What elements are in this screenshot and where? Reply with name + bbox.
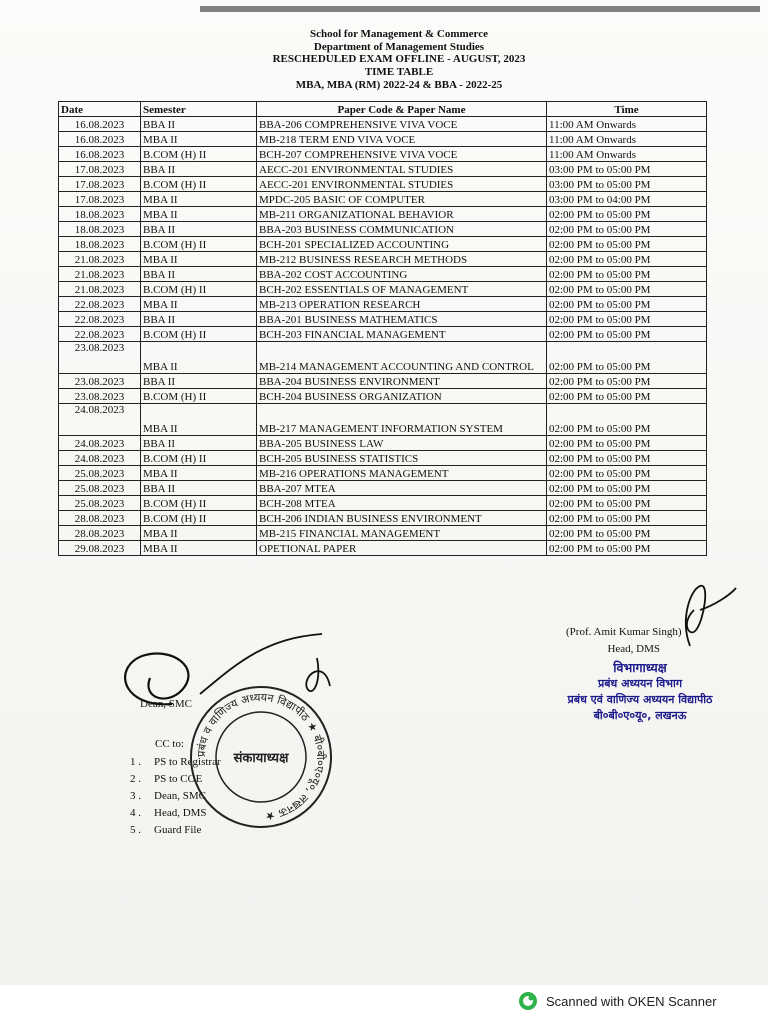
cell-date: 25.08.2023 bbox=[59, 481, 141, 496]
cell-date: 29.08.2023 bbox=[59, 541, 141, 556]
header-exam-title: RESCHEDULED EXAM OFFLINE - AUGUST, 2023 bbox=[272, 53, 526, 65]
cell-paper: BBA-207 MTEA bbox=[257, 481, 547, 496]
cell-semester: B.COM (H) II bbox=[141, 389, 257, 404]
cell-semester: MBA II bbox=[141, 541, 257, 556]
cell-time: 02:00 PM to 05:00 PM bbox=[547, 436, 707, 451]
table-row bbox=[59, 404, 707, 436]
cell-paper: BCH-207 COMPREHENSIVE VIVA VOCE bbox=[257, 147, 547, 162]
cell-date: 16.08.2023 bbox=[59, 147, 141, 162]
document-header bbox=[0, 28, 768, 92]
cell-time: 02:00 PM to 05:00 PM bbox=[547, 389, 707, 404]
table-row bbox=[59, 312, 707, 327]
seal-center-text: संकायाध्यक्ष bbox=[233, 751, 289, 766]
table-row bbox=[59, 297, 707, 312]
cell-semester: B.COM (H) II bbox=[141, 177, 257, 192]
table-row bbox=[59, 192, 707, 207]
cell-paper: MB-218 TERM END VIVA VOCE bbox=[257, 132, 547, 147]
col-header-semester: Semester bbox=[141, 102, 257, 117]
table-row bbox=[59, 436, 707, 451]
cell-date: 23.08.2023 bbox=[59, 342, 141, 374]
cell-semester: B.COM (H) II bbox=[141, 237, 257, 252]
table-row bbox=[59, 451, 707, 466]
col-header-time: Time bbox=[547, 102, 707, 117]
cell-date: 25.08.2023 bbox=[59, 496, 141, 511]
cell-date: 17.08.2023 bbox=[59, 177, 141, 192]
head-signatory bbox=[566, 624, 682, 658]
cell-paper: MB-211 ORGANIZATIONAL BEHAVIOR bbox=[257, 207, 547, 222]
header-department: Department of Management Studies bbox=[313, 40, 485, 53]
cell-time: 02:00 PM to 05:00 PM bbox=[547, 451, 707, 466]
cell-paper: MB-217 MANAGEMENT INFORMATION SYSTEM bbox=[257, 404, 547, 436]
cell-paper: BCH-203 FINANCIAL MANAGEMENT bbox=[257, 327, 547, 342]
cell-date: 24.08.2023 bbox=[59, 436, 141, 451]
cell-date: 17.08.2023 bbox=[59, 162, 141, 177]
scanner-text: Scanned with OKEN Scanner bbox=[546, 993, 717, 1009]
cell-time: 03:00 PM to 05:00 PM bbox=[547, 177, 707, 192]
table-row bbox=[59, 496, 707, 511]
cell-date: 16.08.2023 bbox=[59, 132, 141, 147]
cell-time: 03:00 PM to 05:00 PM bbox=[547, 162, 707, 177]
cell-semester: MBA II bbox=[141, 207, 257, 222]
cell-date: 28.08.2023 bbox=[59, 526, 141, 541]
head-stamp bbox=[550, 660, 730, 724]
cell-semester: BBA II bbox=[141, 267, 257, 282]
cell-date: 24.08.2023 bbox=[59, 451, 141, 466]
cell-time: 02:00 PM to 05:00 PM bbox=[547, 312, 707, 327]
cell-date: 18.08.2023 bbox=[59, 222, 141, 237]
table-row bbox=[59, 327, 707, 342]
cell-semester: MBA II bbox=[141, 526, 257, 541]
cc-label: CC to: bbox=[155, 738, 185, 750]
cell-time: 02:00 PM to 05:00 PM bbox=[547, 342, 707, 374]
cell-time: 02:00 PM to 05:00 PM bbox=[547, 374, 707, 389]
cc-item-text: Head, DMS bbox=[154, 807, 207, 819]
cc-item-number: 4 . bbox=[130, 807, 141, 819]
table-row bbox=[59, 282, 707, 297]
cell-date: 21.08.2023 bbox=[59, 282, 141, 297]
table-row bbox=[59, 132, 707, 147]
cell-date: 22.08.2023 bbox=[59, 312, 141, 327]
cell-date: 23.08.2023 bbox=[59, 389, 141, 404]
cell-date: 22.08.2023 bbox=[59, 327, 141, 342]
cell-time: 02:00 PM to 05:00 PM bbox=[547, 282, 707, 297]
head-name: (Prof. Amit Kumar Singh) bbox=[566, 626, 682, 638]
cell-semester: B.COM (H) II bbox=[141, 282, 257, 297]
cell-paper: OPETIONAL PAPER bbox=[257, 541, 547, 556]
cell-time: 11:00 AM Onwards bbox=[547, 132, 707, 147]
cell-semester: BBA II bbox=[141, 162, 257, 177]
cell-semester: BBA II bbox=[141, 436, 257, 451]
cell-time: 02:00 PM to 05:00 PM bbox=[547, 327, 707, 342]
cell-semester: B.COM (H) II bbox=[141, 511, 257, 526]
table-row bbox=[59, 237, 707, 252]
table-row bbox=[59, 222, 707, 237]
cell-paper: BBA-201 BUSINESS MATHEMATICS bbox=[257, 312, 547, 327]
cell-paper: BBA-205 BUSINESS LAW bbox=[257, 436, 547, 451]
stamp-line-2: प्रबंध अध्ययन विभाग bbox=[597, 677, 683, 690]
cell-paper: MB-215 FINANCIAL MANAGEMENT bbox=[257, 526, 547, 541]
cell-time: 02:00 PM to 05:00 PM bbox=[547, 297, 707, 312]
cell-time: 02:00 PM to 05:00 PM bbox=[547, 222, 707, 237]
header-programs: MBA, MBA (RM) 2022-24 & BBA - 2022-25 bbox=[295, 79, 503, 91]
cell-date: 18.08.2023 bbox=[59, 207, 141, 222]
col-header-date: Date bbox=[59, 102, 141, 117]
head-title: Head, DMS bbox=[607, 643, 661, 655]
cell-paper: MB-216 OPERATIONS MANAGEMENT bbox=[257, 466, 547, 481]
cc-item-number: 1 . bbox=[130, 756, 141, 768]
cc-item-text: PS to COE bbox=[154, 773, 203, 785]
cell-semester: B.COM (H) II bbox=[141, 496, 257, 511]
cell-paper: MB-214 MANAGEMENT ACCOUNTING AND CONTROL bbox=[257, 342, 547, 374]
cell-semester: BBA II bbox=[141, 117, 257, 132]
cc-item-text: Guard File bbox=[154, 824, 202, 836]
col-header-paper: Paper Code & Paper Name bbox=[257, 102, 547, 117]
table-row bbox=[59, 481, 707, 496]
cell-date: 16.08.2023 bbox=[59, 117, 141, 132]
cell-paper: BCH-208 MTEA bbox=[257, 496, 547, 511]
stamp-line-4: बी०बी०ए०यू०, लखनऊ bbox=[593, 709, 687, 722]
oken-scanner-logo-icon bbox=[518, 991, 538, 1011]
stamp-line-1: विभागाध्यक्ष bbox=[613, 660, 667, 675]
cell-semester: B.COM (H) II bbox=[141, 327, 257, 342]
cell-semester: BBA II bbox=[141, 312, 257, 327]
scanner-watermark bbox=[518, 991, 717, 1011]
cell-paper: BBA-202 COST ACCOUNTING bbox=[257, 267, 547, 282]
cc-item-number: 2 . bbox=[130, 773, 141, 785]
dean-title: Dean, SMC bbox=[140, 698, 192, 710]
time-table bbox=[58, 101, 707, 556]
cell-date: 21.08.2023 bbox=[59, 267, 141, 282]
cell-date: 25.08.2023 bbox=[59, 466, 141, 481]
table-row bbox=[59, 267, 707, 282]
dean-seal bbox=[186, 682, 336, 832]
table-row bbox=[59, 526, 707, 541]
cell-time: 11:00 AM Onwards bbox=[547, 147, 707, 162]
cell-time: 02:00 PM to 05:00 PM bbox=[547, 481, 707, 496]
seal-ring-text: प्रबंध व वाणिज्य अध्ययन विद्यापीठ ★ बी०बी०ए०यू०, लखनऊ ★ bbox=[194, 690, 328, 823]
cc-item-text: PS to Registrar bbox=[154, 756, 221, 768]
cell-date: 24.08.2023 bbox=[59, 404, 141, 436]
cell-date: 17.08.2023 bbox=[59, 192, 141, 207]
table-row bbox=[59, 117, 707, 132]
cell-time: 11:00 AM Onwards bbox=[547, 117, 707, 132]
table-row bbox=[59, 374, 707, 389]
cell-semester: MBA II bbox=[141, 132, 257, 147]
table-row bbox=[59, 162, 707, 177]
cell-time: 02:00 PM to 05:00 PM bbox=[547, 207, 707, 222]
cell-time: 03:00 PM to 04:00 PM bbox=[547, 192, 707, 207]
table-row bbox=[59, 177, 707, 192]
cell-time: 02:00 PM to 05:00 PM bbox=[547, 237, 707, 252]
table-row bbox=[59, 389, 707, 404]
table-row bbox=[59, 541, 707, 556]
stamp-line-3: प्रबंध एवं वाणिज्य अध्ययन विद्यापीठ bbox=[567, 693, 713, 706]
cell-time: 02:00 PM to 05:00 PM bbox=[547, 526, 707, 541]
cell-time: 02:00 PM to 05:00 PM bbox=[547, 511, 707, 526]
cell-paper: BCH-201 SPECIALIZED ACCOUNTING bbox=[257, 237, 547, 252]
header-school: School for Management & Commerce bbox=[310, 28, 488, 40]
cell-date: 21.08.2023 bbox=[59, 252, 141, 267]
cell-paper: MPDC-205 BASIC OF COMPUTER bbox=[257, 192, 547, 207]
cell-paper: MB-213 OPERATION RESEARCH bbox=[257, 297, 547, 312]
cell-date: 18.08.2023 bbox=[59, 237, 141, 252]
cell-semester: B.COM (H) II bbox=[141, 451, 257, 466]
cell-paper: BBA-203 BUSINESS COMMUNICATION bbox=[257, 222, 547, 237]
cell-time: 02:00 PM to 05:00 PM bbox=[547, 267, 707, 282]
cell-paper: BCH-204 BUSINESS ORGANIZATION bbox=[257, 389, 547, 404]
cell-semester: MBA II bbox=[141, 466, 257, 481]
cell-paper: BBA-204 BUSINESS ENVIRONMENT bbox=[257, 374, 547, 389]
cell-paper: AECC-201 ENVIRONMENTAL STUDIES bbox=[257, 177, 547, 192]
cell-paper: BBA-206 COMPREHENSIVE VIVA VOCE bbox=[257, 117, 547, 132]
cell-paper: BCH-206 INDIAN BUSINESS ENVIRONMENT bbox=[257, 511, 547, 526]
cell-semester: MBA II bbox=[141, 342, 257, 374]
table-body bbox=[59, 117, 707, 556]
cell-date: 23.08.2023 bbox=[59, 374, 141, 389]
cell-semester: BBA II bbox=[141, 481, 257, 496]
cc-item-number: 5 . bbox=[130, 824, 141, 836]
cell-date: 28.08.2023 bbox=[59, 511, 141, 526]
cell-time: 02:00 PM to 05:00 PM bbox=[547, 404, 707, 436]
table-row bbox=[59, 207, 707, 222]
cc-item-text: Dean, SMC bbox=[154, 790, 206, 802]
cell-semester: MBA II bbox=[141, 252, 257, 267]
top-edge-line bbox=[200, 6, 760, 12]
cell-time: 02:00 PM to 05:00 PM bbox=[547, 466, 707, 481]
table-row bbox=[59, 147, 707, 162]
cell-paper: MB-212 BUSINESS RESEARCH METHODS bbox=[257, 252, 547, 267]
cell-semester: MBA II bbox=[141, 404, 257, 436]
table-row bbox=[59, 511, 707, 526]
cell-semester: MBA II bbox=[141, 297, 257, 312]
cell-paper: BCH-205 BUSINESS STATISTICS bbox=[257, 451, 547, 466]
cell-semester: BBA II bbox=[141, 222, 257, 237]
cell-paper: AECC-201 ENVIRONMENTAL STUDIES bbox=[257, 162, 547, 177]
cell-semester: BBA II bbox=[141, 374, 257, 389]
cell-time: 02:00 PM to 05:00 PM bbox=[547, 252, 707, 267]
table-row bbox=[59, 252, 707, 267]
header-time-table: TIME TABLE bbox=[364, 65, 434, 78]
cell-date: 22.08.2023 bbox=[59, 297, 141, 312]
cell-time: 02:00 PM to 05:00 PM bbox=[547, 541, 707, 556]
table-row bbox=[59, 342, 707, 374]
cell-semester: MBA II bbox=[141, 192, 257, 207]
table-row bbox=[59, 466, 707, 481]
cell-paper: BCH-202 ESSENTIALS OF MANAGEMENT bbox=[257, 282, 547, 297]
cell-time: 02:00 PM to 05:00 PM bbox=[547, 496, 707, 511]
cc-item-number: 3 . bbox=[130, 790, 141, 802]
cell-semester: B.COM (H) II bbox=[141, 147, 257, 162]
table-header-row bbox=[59, 102, 707, 117]
